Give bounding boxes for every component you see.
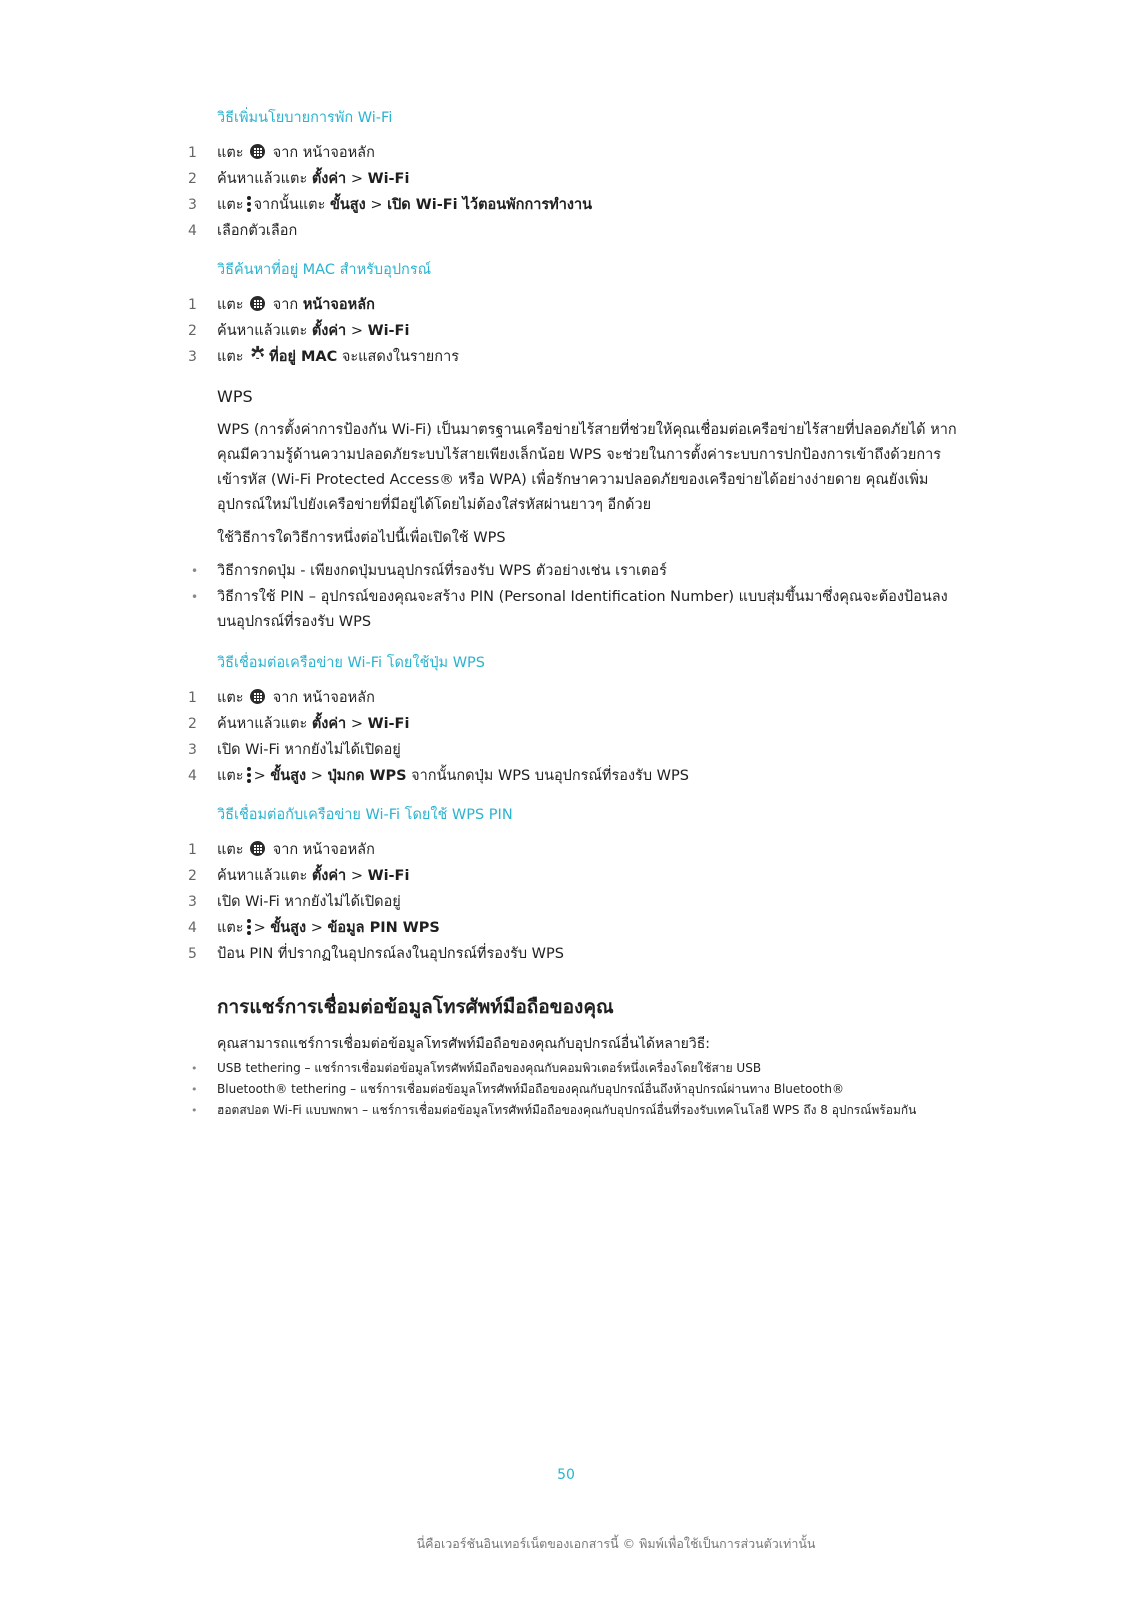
step-text: ค้นหาแล้วแตะ xyxy=(217,171,308,187)
wps-intro: ใช้วิธีการใดวิธีการหนึ่งต่อไปนี้เพื่อเปิดใช้ WPS xyxy=(217,530,506,546)
menu-path-settings: ตั้งค่า xyxy=(311,868,347,884)
step-text: จาก หน้าจอหลัก xyxy=(272,145,375,161)
more-vert-icon xyxy=(247,919,251,935)
step-number: 1 xyxy=(188,297,197,313)
menu-path-wifi: Wi-Fi xyxy=(367,716,410,732)
gear-icon xyxy=(250,347,266,363)
menu-path-wifi: Wi-Fi xyxy=(367,171,410,187)
step-text: เปิด Wi-Fi หากยังไม่ได้เปิดอยู่ xyxy=(217,742,401,758)
menu-path-home-screen: หน้าจอหลัก xyxy=(302,297,375,313)
step-text: เลือกตัวเลือก xyxy=(217,223,298,239)
step-text: จากนั้นแตะ xyxy=(253,197,326,213)
apps-icon xyxy=(250,841,265,856)
menu-path-wps-push-button: ปุ่มกด WPS xyxy=(327,768,407,784)
step-number: 3 xyxy=(188,197,197,213)
step xyxy=(188,711,957,737)
step-text: ค้นหาแล้วแตะ xyxy=(217,868,308,884)
step-number: 1 xyxy=(188,145,197,161)
step-text: แตะ xyxy=(217,690,244,706)
list-item xyxy=(191,1100,957,1121)
bullet-marker: • xyxy=(191,1083,198,1096)
subheading-wps-button: วิธีเชื่อมต่อเครือข่าย Wi-Fi โดยใช้ปุ่ม WPS xyxy=(217,655,485,671)
menu-path-advanced: ขั้นสูง xyxy=(329,197,366,213)
step xyxy=(188,292,957,318)
subheading-mac-address: วิธีค้นหาที่อยู่ MAC สำหรับอุปกรณ์ xyxy=(217,262,432,278)
bullet-marker: • xyxy=(191,564,199,578)
list-item-text: วิธีการกดปุ่ม - เพียงกดปุ่มบนอุปกรณ์ที่รองรับ WPS ตัวอย่างเช่น เราเตอร์ xyxy=(217,563,667,579)
path-separator: > xyxy=(350,716,363,732)
step-number: 2 xyxy=(188,171,197,187)
menu-path-advanced: ขั้นสูง xyxy=(270,920,307,936)
step-number: 2 xyxy=(188,323,197,339)
step xyxy=(188,318,957,344)
step-text: จาก xyxy=(272,297,299,313)
step-text: จะแสดงในรายการ xyxy=(341,349,459,365)
step-text: แตะ xyxy=(217,842,244,858)
step-text: ค้นหาแล้วแตะ xyxy=(217,323,308,339)
menu-path-settings: ตั้งค่า xyxy=(311,716,347,732)
step-text: เปิด Wi-Fi หากยังไม่ได้เปิดอยู่ xyxy=(217,894,401,910)
step xyxy=(188,837,957,863)
step xyxy=(188,863,957,889)
step-number: 1 xyxy=(188,690,197,706)
step xyxy=(188,218,957,244)
bullet-marker: • xyxy=(191,1104,198,1117)
step xyxy=(188,140,957,166)
path-separator: > xyxy=(310,920,323,936)
step xyxy=(188,941,957,967)
step xyxy=(188,344,957,370)
sharing-intro: คุณสามารถแชร์การเชื่อมต่อข้อมูลโทรศัพท์มือถือของคุณกับอุปกรณ์อื่นได้หลายวิธี: xyxy=(217,1036,711,1052)
step-text: ค้นหาแล้วแตะ xyxy=(217,716,308,732)
path-separator: > xyxy=(310,768,323,784)
path-separator: > xyxy=(370,197,383,213)
steps-mac-address xyxy=(188,292,957,370)
list-item-text: Bluetooth® tethering – แชร์การเชื่อมต่อข้อมูลโทรศัพท์มือถือของคุณกับอุปกรณ์อื่นถึงห้าอุปกรณ์ผ่านทาง Bluetooth® xyxy=(217,1082,844,1096)
step-number: 5 xyxy=(188,946,197,962)
step xyxy=(188,915,957,941)
step xyxy=(188,192,957,218)
steps-sleep-policy xyxy=(188,140,957,244)
step-text: แตะ xyxy=(217,145,244,161)
list-item xyxy=(191,585,957,635)
path-separator: > xyxy=(350,323,363,339)
step-number: 2 xyxy=(188,716,197,732)
step-number: 4 xyxy=(188,920,197,936)
step-number: 4 xyxy=(188,223,197,239)
menu-path-mac-address: ที่อยู่ MAC xyxy=(269,349,338,365)
path-separator: > xyxy=(350,171,363,187)
menu-path-keep-wifi-on: เปิด Wi-Fi ไว้ตอนพักการทำงาน xyxy=(387,197,592,213)
menu-path-settings: ตั้งค่า xyxy=(311,323,347,339)
steps-wps-button xyxy=(188,685,957,789)
bullet-marker: • xyxy=(191,590,199,604)
step-text: แตะ xyxy=(217,349,244,365)
step-number: 3 xyxy=(188,349,197,365)
step-text: จากนั้นกดปุ่ม WPS บนอุปกรณ์ที่รองรับ WPS xyxy=(411,768,689,784)
step-text: ป้อน PIN ที่ปรากฏในอุปกรณ์ลงในอุปกรณ์ที่รองรับ WPS xyxy=(217,946,564,962)
menu-path-settings: ตั้งค่า xyxy=(311,171,347,187)
step-number: 1 xyxy=(188,842,197,858)
step xyxy=(188,737,957,763)
step-text: แตะ xyxy=(217,920,244,936)
wps-methods-list xyxy=(191,559,957,635)
step xyxy=(188,685,957,711)
menu-path-advanced: ขั้นสูง xyxy=(270,768,307,784)
page-content xyxy=(188,108,957,1121)
page-number: 50 xyxy=(557,1467,575,1483)
list-item-text: วิธีการใช้ PIN – อุปกรณ์ของคุณจะสร้าง PIN (Personal Identification Number) แบบสุ่มขึ้นมาซึ่งคุณจะต้องป้อนลงบนอุปกรณ์ที่รองรับ WPS xyxy=(217,589,948,630)
subheading-sleep-policy: วิธีเพิ่มนโยบายการพัก Wi-Fi xyxy=(217,110,393,126)
menu-path-wps-pin: ข้อมูล PIN WPS xyxy=(327,920,440,936)
step-text: แตะ xyxy=(217,197,244,213)
step xyxy=(188,889,957,915)
step-number: 3 xyxy=(188,742,197,758)
path-separator: > xyxy=(350,868,363,884)
list-item-text: ฮอตสปอต Wi-Fi แบบพกพา – แชร์การเชื่อมต่อข้อมูลโทรศัพท์มือถือของคุณกับอุปกรณ์อื่นที่รองรับเทคโนโลยี WPS ถึง 8 อุปกรณ์พร้อมกัน xyxy=(217,1103,917,1117)
list-item-text: USB tethering – แชร์การเชื่อมต่อข้อมูลโทรศัพท์มือถือของคุณกับคอมพิวเตอร์หนึ่งเครื่องโดยใช้สาย USB xyxy=(217,1061,762,1075)
apps-icon xyxy=(250,144,265,159)
bullet-marker: • xyxy=(191,1062,198,1075)
step-text: จาก หน้าจอหลัก xyxy=(272,842,375,858)
step-text: แตะ xyxy=(217,297,244,313)
path-separator: > xyxy=(253,920,266,936)
apps-icon xyxy=(250,296,265,311)
heading-wps: WPS xyxy=(217,387,253,406)
menu-path-wifi: Wi-Fi xyxy=(367,323,410,339)
step xyxy=(188,763,957,789)
apps-icon xyxy=(250,689,265,704)
step-text: แตะ xyxy=(217,768,244,784)
step-number: 2 xyxy=(188,868,197,884)
list-item xyxy=(191,559,957,584)
step-text: จาก หน้าจอหลัก xyxy=(272,690,375,706)
more-vert-icon xyxy=(247,196,251,212)
menu-path-wifi: Wi-Fi xyxy=(367,868,410,884)
list-item xyxy=(191,1079,957,1100)
list-item xyxy=(191,1058,957,1079)
heading-data-sharing: การแชร์การเชื่อมต่อข้อมูลโทรศัพท์มือถือของคุณ xyxy=(217,996,614,1018)
sharing-methods-list xyxy=(191,1058,957,1121)
wps-description: WPS (การตั้งค่าการป้องกัน Wi-Fi) เป็นมาตรฐานเครือข่ายไร้สายที่ช่วยให้คุณเชื่อมต่อเครือข่ายไร้สายที่ปลอดภัยได้ หากคุณมีความรู้ด้านความปลอดภัยระบบไร้สายเพียงเล็กน้อย WPS จะช่วยในการตั้งค่าระบบการปกป้องการเข้าถึงด้วยการเข้ารหัส (Wi-Fi Protected Access® หรือ WPA) เพื่อรักษาความปลอดภัยของเครือข่ายได้อย่างง่ายดาย คุณยังเพิ่มอุปกรณ์ใหม่ไปยังเครือข่ายที่มีอยู่ได้โดยไม่ต้องใส่รหัสผ่านยาวๆ อีกด้วย xyxy=(217,422,957,513)
subheading-wps-pin: วิธีเชื่อมต่อกับเครือข่าย Wi-Fi โดยใช้ WPS PIN xyxy=(217,807,513,823)
more-vert-icon xyxy=(247,767,251,783)
step-number: 4 xyxy=(188,768,197,784)
footer-note: นี่คือเวอร์ชันอินเทอร์เน็ตของเอกสารนี้ © พิมพ์เพื่อใช้เป็นการส่วนตัวเท่านั้น xyxy=(416,1536,816,1551)
step xyxy=(188,166,957,192)
path-separator: > xyxy=(253,768,266,784)
step-number: 3 xyxy=(188,894,197,910)
steps-wps-pin xyxy=(188,837,957,967)
